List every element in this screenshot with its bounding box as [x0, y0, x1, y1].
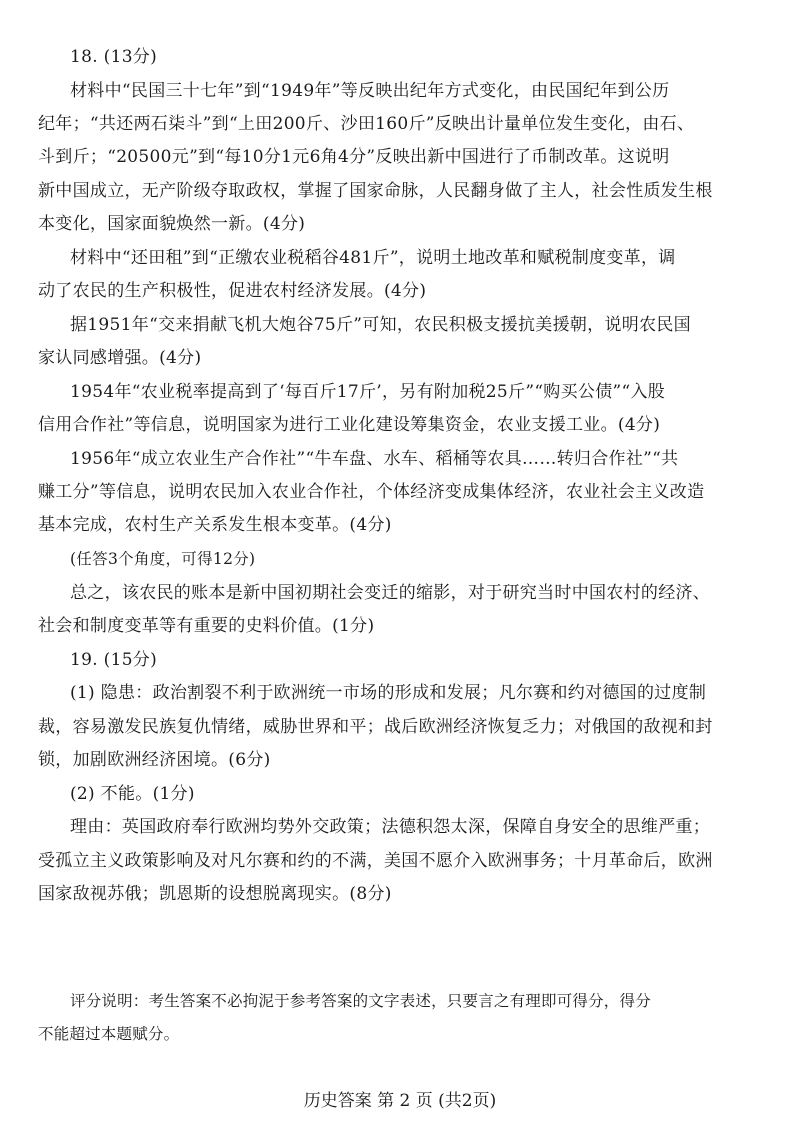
q18-p3-line1: 据1951年“交来捐献飞机大炮谷75斤”可知，农民积极支援抗美援朝，说明农民国	[70, 315, 691, 335]
q18-p3-line2: 家认同感增强。(4分)	[38, 348, 202, 368]
q18-p2-line1: 材料中“还田租”到“正缴农业税稻谷481斤”，说明土地改革和赋税制度变革，调	[70, 248, 676, 268]
q19-p1-line2: 裁，容易激发民族复仇情绪，威胁世界和平；战后欧洲经济恢复乏力；对俄国的敌视和封	[38, 717, 713, 737]
q18-p1-line4: 新中国成立，无产阶级夺取政权，掌握了国家命脉，人民翻身做了主人，社会性质发生根	[38, 181, 713, 201]
q18-p1-line2: 纪年；“共还两石柒斗”到“上田200斤、沙田160斤”反映出计量单位发生变化，由石、	[38, 114, 695, 134]
q18-p5-line3: 基本完成，农村生产关系发生根本变革。(4分)	[38, 515, 392, 535]
q18-heading: 18. (13分)	[70, 47, 158, 67]
q19-p3-line3: 国家敌视苏俄；凯恩斯的设想脱离现实。(8分)	[38, 884, 392, 904]
q18-p4-line2: 信用合作社”等信息，说明国家为进行工业化建设筹集资金，农业支援工业。(4分)	[38, 415, 661, 435]
q19-heading: 19. (15分)	[70, 650, 158, 670]
q19-p2: (2) 不能。(1分)	[70, 784, 195, 804]
grading-note-line2: 不能超过本题赋分。	[38, 1025, 180, 1043]
q19-p3-line1: 理由：英国政府奉行欧洲均势外交政策；法德积怨太深，保障自身安全的思维严重；	[70, 817, 711, 837]
q18-p1-line3: 斗到斤；“20500元”到“每10分1元6角4分”反映出新中国进行了币制改革。这说明	[38, 147, 670, 167]
q18-p7-line1: 总之，该农民的账本是新中国初期社会变迁的缩影，对于研究当时中国农村的经济、	[70, 583, 711, 603]
q18-p1-line1: 材料中“民国三十七年”到“1949年”等反映出纪年方式变化，由民国纪年到公历	[70, 81, 670, 101]
q18-p5-line1: 1956年“成立农业生产合作社”“牛车盘、水车、稻桶等农具……转归合作社”“共	[70, 449, 679, 469]
q19-p3-line2: 受孤立主义政策影响及对凡尔赛和约的不满，美国不愿介入欧洲事务；十月革命后，欧洲	[38, 851, 713, 871]
q18-p1-line5: 本变化，国家面貌焕然一新。(4分)	[38, 214, 306, 234]
q18-p2-line2: 动了农民的生产积极性，促进农村经济发展。(4分)	[38, 281, 427, 301]
page-footer: 历史答案 第 2 页 (共2页)	[303, 1091, 497, 1111]
q18-p7-line2: 社会和制度变革等有重要的史料价值。(1分)	[38, 616, 375, 636]
q18-scoring-note: (任答3个角度，可得12分)	[70, 550, 256, 568]
q18-p4-line1: 1954年“农业税率提高到了‘每百斤17斤’，另有附加税25斤”“购买公债”“入股	[70, 382, 666, 402]
q19-p1-line1: (1) 隐患：政治割裂不利于欧洲统一市场的形成和发展；凡尔赛和约对德国的过度制	[70, 683, 707, 703]
q18-p5-line2: 赚工分”等信息，说明农民加入农业合作社，个体经济变成集体经济，农业社会主义改造	[38, 482, 705, 502]
grading-note-line1: 评分说明：考生答案不必拘泥于参考答案的文字表述，只要言之有理即可得分，得分	[70, 992, 651, 1010]
q19-p1-line3: 锁，加剧欧洲经济困境。(6分)	[38, 750, 271, 770]
